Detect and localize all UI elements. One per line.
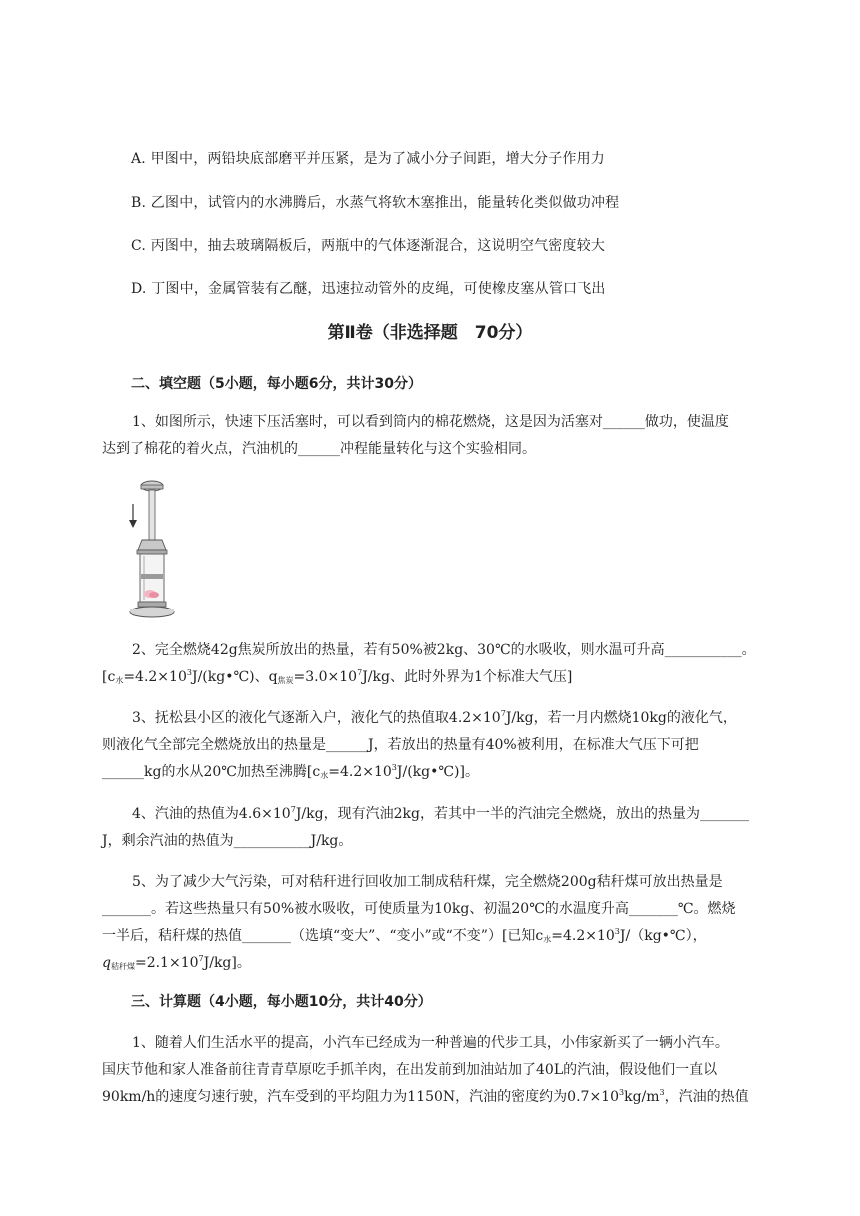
option-c: C. 丙图中，抽去玻璃隔板后，两瓶中的气体逐渐混合，这说明空气密度较大: [131, 238, 606, 254]
section2-heading: 二、填空题（5小题，每小题6分，共计30分）: [131, 376, 422, 392]
fill-question-2: [102, 637, 802, 691]
fill-q5-line4: $q_{秸秆煤}=2.1\times 10^7J/kg$]。: [102, 954, 251, 971]
fill-q4-line2: J，剩余汽油的热值为___________J/kg。: [102, 833, 353, 849]
calc-q1-line1: 1、随着人们生活水平的提高，小汽车已经成为一种普遍的代步工具，小伟家新买了一辆小汽车。: [132, 1035, 729, 1051]
fill-question-3: [102, 705, 802, 786]
fill-q1-line1: 1、如图所示，快速下压活塞时，可以看到筒内的棉花燃烧，这是因为活塞对______做功，使温度: [132, 414, 729, 430]
fill-q5-line1: 5、为了减少大气污染，可对秸秆进行回收加工制成秸秆煤，完全燃烧200g秸秆煤可放出热量是: [132, 874, 723, 890]
fill-question-1: [102, 409, 802, 463]
fill-question-4: [102, 801, 802, 855]
fill-q4-line1: 4、汽油的热值为$4.6\times 10^7J/kg$，现有汽油2kg，若其中一半的汽油完全燃烧，放出的热量为_______: [132, 805, 749, 822]
option-b: B. 乙图中，试管内的水沸腾后，水蒸气将软木塞推出，能量转化类似做功冲程: [131, 195, 620, 211]
fill-q1-line2: 达到了棉花的着火点，汽油机的______冲程能量转化与这个实验相同。: [102, 441, 536, 457]
calc-q1-line3: 90km/h的速度匀速行驶，汽车受到的平均阻力为1150N，汽油的密度约为$0.7\times 10^3kg/m^3$，汽油的热值: [102, 1088, 749, 1105]
option-d: D. 丁图中，金属管装有乙醚，迅速拉动管外的皮绳，可使橡皮塞从管口飞出: [131, 281, 606, 297]
calc-question-1: [102, 1030, 802, 1111]
fill-q2-line1: 2、完全燃烧42g焦炭所放出的热量，若有50%被2kg、30℃的水吸收，则水温可升高___________。: [132, 642, 756, 658]
fill-q3-line2: 则液化气全部完全燃烧放出的热量是______J，若放出的热量有40%被利用，在标准大气压下可把: [102, 737, 699, 753]
fill-q3-line1: 3、抚松县小区的液化气逐渐入户，液化气的热值取$4.2\times 10^7J/kg$，若一月内燃烧10kg的液化气，: [132, 709, 737, 726]
fill-q3-line3: ______kg的水从20℃加热至沸腾$[c_水=4.2\times 10^3J/(kg•℃)]$。: [102, 763, 479, 780]
fill-question-5: [102, 869, 802, 977]
piston-cylinder-figure: [122, 478, 186, 620]
section3-heading: 三、计算题（4小题，每小题10分，共计40分）: [131, 994, 432, 1010]
part2-title: 第Ⅱ卷（非选择题 70分）: [327, 323, 533, 343]
fill-q5-line3: 一半后，秸秆煤的热值_______（选填“变大”、“变小”或“不变”）[已知$c_水=4.2\times 10^3J/(kg•℃)$，: [102, 927, 707, 944]
option-a: A. 甲图中，两铅块底部磨平并压紧，是为了减小分子间距，增大分子作用力: [131, 151, 606, 167]
fill-q5-line2: _______。若这些热量只有50%被水吸收，可使质量为10kg、初温20℃的水温度升高_______℃。燃烧: [102, 901, 736, 917]
calc-q1-line2: 国庆节他和家人准备前往青青草原吃手抓羊肉，在出发前到加油站加了40L的汽油，假设他们一直以: [102, 1062, 718, 1078]
fill-q2-line2: [$c_水=4.2\times 10^3J/(kg•℃)$、$q_{焦炭}=3.0\times 10^7J/kg$、此时外界为1个标准大气压]: [102, 668, 573, 685]
